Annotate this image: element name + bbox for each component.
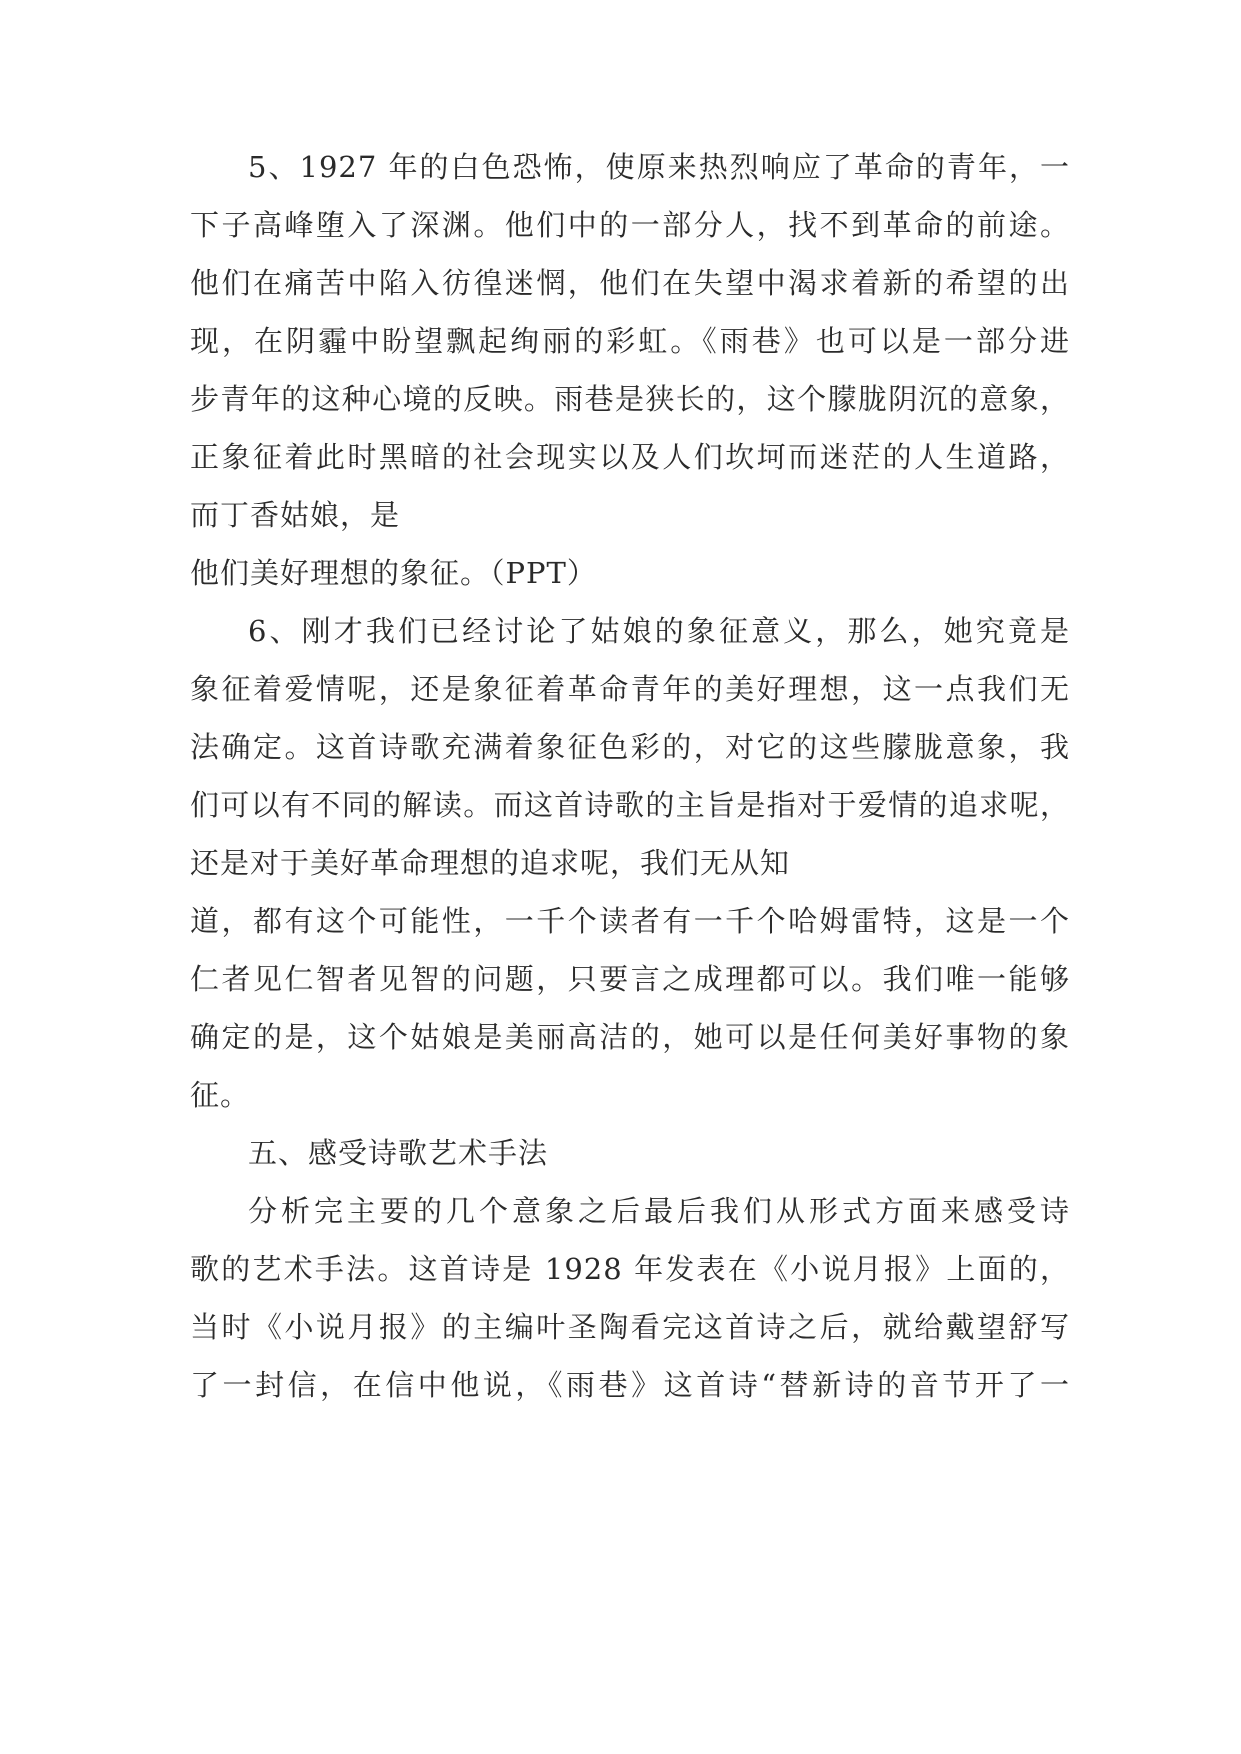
text-line: 确定的是，这个姑娘是美丽高洁的，她可以是任何美好事物的象 [190, 1020, 1070, 1054]
text-line: 现，在阴霾中盼望飘起绚丽的彩虹。《雨巷》也可以是一部分进 [190, 324, 1070, 358]
text-line: 法确定。这首诗歌充满着象征色彩的，对它的这些朦胧意象，我 [190, 730, 1070, 764]
section-heading: 五、感受诗歌艺术手法 [248, 1136, 549, 1170]
text-line: 象征着爱情呢，还是象征着革命青年的美好理想，这一点我们无 [190, 672, 1070, 706]
text-line: 他们美好理想的象征。（PPT） [190, 556, 597, 590]
text-line: 了一封信，在信中他说，《雨巷》这首诗“替新诗的音节开了一 [190, 1368, 1070, 1402]
text-line: 他们在痛苦中陷入彷徨迷惘，他们在失望中渴求着新的希望的出 [190, 266, 1070, 300]
text-line: 分析完主要的几个意象之后最后我们从形式方面来感受诗 [248, 1194, 1070, 1228]
text-line: 5、1927 年的白色恐怖，使原来热烈响应了革命的青年，一 [248, 150, 1070, 184]
text-line: 歌的艺术手法。这首诗是 1928 年发表在《小说月报》上面的， [190, 1252, 1070, 1286]
text-line: 仁者见仁智者见智的问题，只要言之成理都可以。我们唯一能够 [190, 962, 1070, 996]
text-line: 6、刚才我们已经讨论了姑娘的象征意义，那么，她究竟是 [248, 614, 1070, 648]
text-line: 当时《小说月报》的主编叶圣陶看完这首诗之后，就给戴望舒写 [190, 1310, 1070, 1344]
text-line: 道，都有这个可能性，一千个读者有一千个哈姆雷特，这是一个 [190, 904, 1070, 938]
text-line: 步青年的这种心境的反映。雨巷是狭长的，这个朦胧阴沉的意象， [190, 382, 1070, 416]
text-line: 们可以有不同的解读。而这首诗歌的主旨是指对于爱情的追求呢， [190, 788, 1070, 822]
text-line: 而丁香姑娘，是 [190, 498, 401, 532]
text-line: 征。 [190, 1078, 251, 1112]
text-line: 下子高峰堕入了深渊。他们中的一部分人，找不到革命的前途。 [190, 208, 1070, 242]
text-line: 还是对于美好革命理想的追求呢，我们无从知 [190, 846, 791, 880]
text-line: 正象征着此时黑暗的社会现实以及人们坎坷而迷茫的人生道路， [190, 440, 1070, 474]
